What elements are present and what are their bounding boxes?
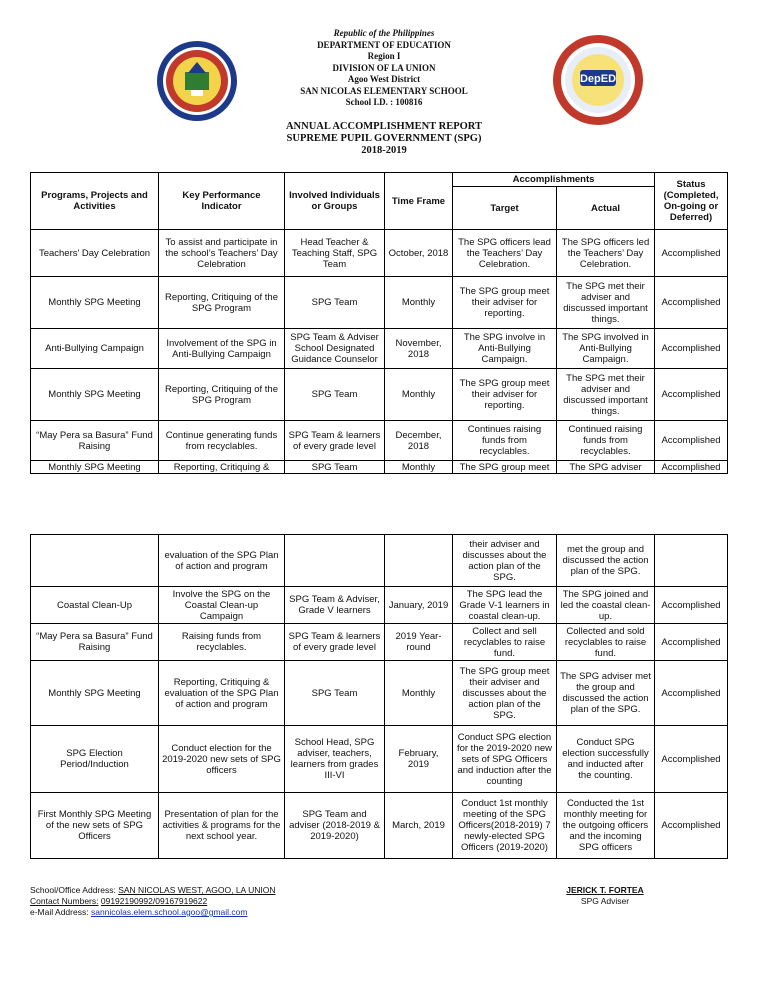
header-target: Target <box>453 187 557 230</box>
cell-timeframe: Monthly <box>385 661 453 726</box>
report-title <box>0 121 768 157</box>
cell-kpi: Conduct election for the 2019-2020 new sets of SPG officers <box>159 726 285 793</box>
cell-actual: Collected and sold recyclables to raise fund. <box>557 624 655 661</box>
cell-kpi: Continue generating funds from recyclables. <box>159 421 285 461</box>
cell-actual: Conducted the 1st monthly meeting for the outgoing officers and the incoming SPG officers <box>557 793 655 859</box>
table-row <box>31 277 728 329</box>
cell-status: Accomplished <box>655 230 728 277</box>
cell-program: SPG Election Period/Induction <box>31 726 159 793</box>
cell-program: Monthly SPG Meeting <box>31 461 159 474</box>
cell-timeframe <box>385 535 453 587</box>
table-row <box>31 535 728 587</box>
cell-timeframe: 2019 Year-round <box>385 624 453 661</box>
title-line-2: SUPREME PUPIL GOVERNMENT (SPG) <box>286 133 482 144</box>
cell-status: Accomplished <box>655 624 728 661</box>
cell-actual: The SPG adviser met the group and discussed the action plan of the SPG. <box>557 661 655 726</box>
cell-program: First Monthly SPG Meeting of the new sets of SPG Officers <box>31 793 159 859</box>
header-timeframe: Time Frame <box>385 173 453 230</box>
title-line-3: 2018-2019 <box>361 145 407 156</box>
cell-actual: Conduct SPG election successfully and inducted after the counting. <box>557 726 655 793</box>
department-line: DEPARTMENT OF EDUCATION <box>317 39 451 50</box>
cell-involved: SPG Team & learners of every grade level <box>285 624 385 661</box>
cell-program: Teachers’ Day Celebration <box>31 230 159 277</box>
cell-kpi: Reporting, Critiquing & <box>159 461 285 474</box>
table-row <box>31 624 728 661</box>
email-label: e-Mail Address: <box>30 907 89 917</box>
signatory-title: SPG Adviser <box>580 896 630 906</box>
cell-kpi: Involvement of the SPG in Anti-Bullying Campaign <box>159 329 285 369</box>
footer-contact <box>30 885 276 918</box>
page2-rows <box>31 535 728 859</box>
cell-status: Accomplished <box>655 587 728 624</box>
cell-status: Accomplished <box>655 329 728 369</box>
cell-target: The SPG group meet their adviser and discusses about the action plan of the SPG. <box>453 661 557 726</box>
header-programs: Programs, Projects and Activities <box>31 173 159 230</box>
cell-target: The SPG lead the Grade V-1 learners in coastal clean-up. <box>453 587 557 624</box>
cell-involved: School Head, SPG adviser, teachers, learners from grades III-VI <box>285 726 385 793</box>
cell-involved: SPG Team <box>285 661 385 726</box>
cell-status: Accomplished <box>655 421 728 461</box>
cell-actual: The SPG adviser <box>557 461 655 474</box>
address-value: SAN NICOLAS WEST, AGOO, LA UNION <box>118 885 276 895</box>
header-actual: Actual <box>557 187 655 230</box>
cell-involved: SPG Team <box>285 277 385 329</box>
cell-actual: met the group and discussed the action plan of the SPG. <box>557 535 655 587</box>
cell-timeframe: Monthly <box>385 461 453 474</box>
cell-timeframe: Monthly <box>385 369 453 421</box>
cell-program: “May Pera sa Basura” Fund Raising <box>31 421 159 461</box>
cell-status: Accomplished <box>655 661 728 726</box>
table-row <box>31 329 728 369</box>
cell-actual: The SPG officers led the Teachers’ Day Celebration. <box>557 230 655 277</box>
cell-target: The SPG officers lead the Teachers’ Day Celebration. <box>453 230 557 277</box>
cell-timeframe: March, 2019 <box>385 793 453 859</box>
cell-target: their adviser and discusses about the action plan of the SPG. <box>453 535 557 587</box>
cell-kpi: Presentation of plan for the activities & programs for the next school year. <box>159 793 285 859</box>
cell-status <box>655 535 728 587</box>
school-line: SAN NICOLAS ELEMENTARY SCHOOL <box>300 85 468 96</box>
cell-status: Accomplished <box>655 793 728 859</box>
cell-status: Accomplished <box>655 277 728 329</box>
cell-target: The SPG group meet their adviser for reporting. <box>453 369 557 421</box>
cell-involved: Head Teacher & Teaching Staff, SPG Team <box>285 230 385 277</box>
cell-status: Accomplished <box>655 461 728 474</box>
cell-status: Accomplished <box>655 726 728 793</box>
region-line: Region I <box>367 51 401 61</box>
cell-program: Monthly SPG Meeting <box>31 661 159 726</box>
accomplishment-table-page1 <box>30 172 728 474</box>
cell-involved: SPG Team & Adviser, Grade V learners <box>285 587 385 624</box>
table-row <box>31 587 728 624</box>
cell-actual: The SPG joined and led the coastal clean-up. <box>557 587 655 624</box>
title-line-1: ANNUAL ACCOMPLISHMENT REPORT <box>285 121 483 132</box>
header-status: Status (Completed, On-going or Deferred) <box>655 173 728 230</box>
email-link[interactable]: sannicolas.elem.school.agoo@gmail.com <box>90 907 248 917</box>
cell-target: Collect and sell recyclables to raise fund. <box>453 624 557 661</box>
cell-kpi: Raising funds from recyclables. <box>159 624 285 661</box>
signatory-name: JERICK T. FORTEA <box>566 885 644 895</box>
cell-program: Monthly SPG Meeting <box>31 277 159 329</box>
table-row <box>31 726 728 793</box>
header-involved: Involved Individuals or Groups <box>285 173 385 230</box>
cell-timeframe: January, 2019 <box>385 587 453 624</box>
cell-program <box>31 535 159 587</box>
signature-block <box>530 885 680 907</box>
contact-label: Contact Numbers: <box>30 896 99 906</box>
table-row <box>31 661 728 726</box>
cell-timeframe: October, 2018 <box>385 230 453 277</box>
cell-timeframe: February, 2019 <box>385 726 453 793</box>
cell-kpi: Involve the SPG on the Coastal Clean-up Campaign <box>159 587 285 624</box>
deped-text: DepED <box>579 73 617 85</box>
table-row <box>31 369 728 421</box>
table-row <box>31 793 728 859</box>
cell-program: Monthly SPG Meeting <box>31 369 159 421</box>
cell-kpi: Reporting, Critiquing of the SPG Program <box>159 277 285 329</box>
cell-actual: Continued raising funds from recyclables. <box>557 421 655 461</box>
cell-status: Accomplished <box>655 369 728 421</box>
table-row <box>31 230 728 277</box>
contact-value: 09192190992/09167919622 <box>100 896 208 906</box>
district-line: Agoo West District <box>347 74 421 84</box>
cell-involved: SPG Team <box>285 461 385 474</box>
cell-involved: SPG Team <box>285 369 385 421</box>
page1-rows <box>31 230 728 474</box>
header-accomplishments: Accomplishments <box>453 173 655 187</box>
cell-program: “May Pera sa Basura” Fund Raising <box>31 624 159 661</box>
cell-involved <box>285 535 385 587</box>
cell-timeframe: December, 2018 <box>385 421 453 461</box>
table-row <box>31 421 728 461</box>
school-id-line: School I.D. : 100816 <box>345 97 423 107</box>
cell-actual: The SPG met their adviser and discussed important things. <box>557 369 655 421</box>
address-label: School/Office Address: <box>30 885 116 895</box>
cell-kpi: evaluation of the SPG Plan of action and program <box>159 535 285 587</box>
cell-target: The SPG involve in Anti-Bullying Campaign. <box>453 329 557 369</box>
cell-actual: The SPG met their adviser and discussed important things. <box>557 277 655 329</box>
republic-line: Republic of the Philippines <box>333 28 435 38</box>
cell-target: Conduct 1st monthly meeting of the SPG Officers(2018-2019) 7 newly-elected SPG Officers (2019-2020) <box>453 793 557 859</box>
cell-actual: The SPG involved in Anti-Bullying Campaign. <box>557 329 655 369</box>
cell-involved: SPG Team & Adviser School Designated Guidance Counselor <box>285 329 385 369</box>
cell-involved: SPG Team and adviser (2018-2019 & 2019-2020) <box>285 793 385 859</box>
table-row <box>31 461 728 474</box>
cell-target: Conduct SPG election for the 2019-2020 new sets of SPG Officers and induction after the counting <box>453 726 557 793</box>
cell-program: Coastal Clean-Up <box>31 587 159 624</box>
division-line: DIVISION OF LA UNION <box>332 62 436 73</box>
cell-kpi: To assist and participate in the school’s Teachers’ Day Celebration <box>159 230 285 277</box>
letterhead <box>0 28 768 109</box>
cell-target: Continues raising funds from recyclables. <box>453 421 557 461</box>
cell-involved: SPG Team & learners of every grade level <box>285 421 385 461</box>
cell-kpi: Reporting, Critiquing of the SPG Program <box>159 369 285 421</box>
cell-target: The SPG group meet <box>453 461 557 474</box>
cell-program: Anti-Bullying Campaign <box>31 329 159 369</box>
cell-timeframe: Monthly <box>385 277 453 329</box>
accomplishment-table-page2 <box>30 534 728 859</box>
cell-target: The SPG group meet their adviser for reporting. <box>453 277 557 329</box>
cell-kpi: Reporting, Critiquing & evaluation of the SPG Plan of action and program <box>159 661 285 726</box>
header-kpi: Key Performance Indicator <box>159 173 285 230</box>
cell-timeframe: November, 2018 <box>385 329 453 369</box>
